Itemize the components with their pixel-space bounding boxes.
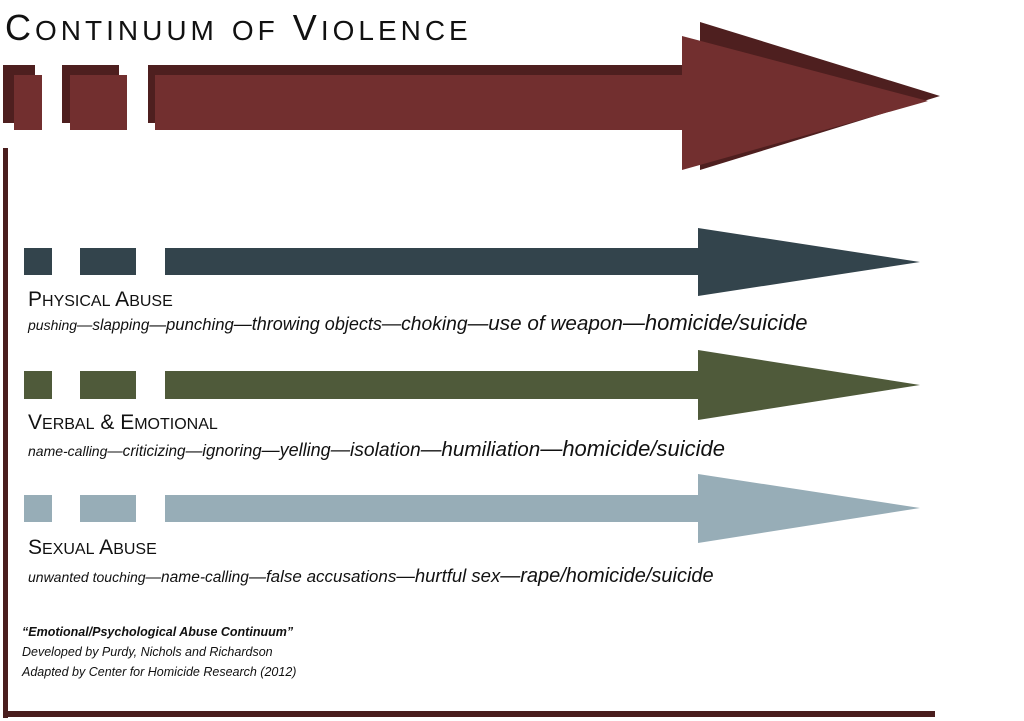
verbal-emotional-progression — [28, 438, 725, 461]
progression-step: use of weapon — [488, 312, 623, 335]
title-rest: HYSICAL — [42, 293, 111, 310]
progression-step: name-calling — [28, 443, 108, 459]
progression-step: throwing objects — [251, 314, 382, 334]
progression-step: name-calling — [161, 569, 249, 586]
title-rest: EXUAL — [42, 541, 95, 558]
title-cap-3: V — [292, 7, 321, 48]
step-separator: — — [149, 315, 167, 334]
sexual-abuse-title — [28, 537, 157, 558]
step-separator: — — [233, 314, 252, 334]
verbal-emotional-arrow — [24, 350, 920, 420]
step-separator: — — [261, 440, 280, 460]
source-title: “Emotional/Psychological Abuse Continuum” — [22, 625, 294, 639]
step-separator: — — [77, 317, 93, 334]
progression-step: slapping — [92, 317, 150, 334]
diagram-title — [5, 7, 472, 48]
title-cap: V — [28, 411, 43, 434]
progression-step: yelling — [279, 440, 331, 460]
physical-abuse-progression — [28, 312, 808, 335]
step-separator: — — [420, 438, 442, 461]
title-rest-1: ONTINUUM — [35, 15, 218, 46]
physical-abuse-arrow — [24, 228, 920, 296]
step-separator: — — [330, 440, 350, 461]
progression-step: criticizing — [122, 443, 186, 460]
frame-bottom-line — [3, 711, 935, 717]
title-rest: MOTIONAL — [134, 416, 218, 433]
progression-step: false accusations — [265, 567, 397, 586]
title-cap: A — [99, 536, 114, 559]
physical-abuse-title — [28, 289, 173, 310]
step-separator: — — [622, 310, 645, 335]
step-separator: — — [467, 312, 489, 335]
progression-step: isolation — [349, 440, 421, 461]
title-cap: E — [120, 411, 135, 434]
progression-step: humiliation — [441, 438, 541, 461]
step-separator: — — [396, 565, 415, 586]
progression-step: unwanted touching — [28, 569, 146, 585]
developed-by-credit: Developed by Purdy, Nichols and Richardson — [22, 645, 273, 659]
title-ampersand: & — [100, 411, 115, 434]
title-cap-1: C — [5, 7, 35, 48]
step-separator: — — [145, 569, 162, 586]
progression-step: rape/homicide/suicide — [520, 565, 714, 587]
title-rest: BUSE — [129, 293, 173, 310]
frame-left-line — [3, 148, 8, 718]
progression-step: ignoring — [202, 441, 262, 460]
title-rest-3: IOLENCE — [320, 15, 472, 46]
step-separator: — — [107, 443, 123, 460]
progression-step: pushing — [28, 317, 78, 333]
adapted-by-credit: Adapted by Center for Homicide Research (2012) — [22, 665, 297, 679]
title-word-2: OF — [231, 15, 279, 46]
step-separator: — — [248, 567, 266, 586]
progression-step: homicide/suicide — [562, 436, 725, 461]
progression-step: homicide/suicide — [644, 310, 808, 335]
title-rest: ERBAL — [42, 416, 95, 433]
sexual-abuse-arrow — [24, 474, 920, 543]
step-separator: — — [540, 436, 563, 461]
step-separator: — — [185, 441, 203, 460]
step-separator: — — [381, 314, 402, 335]
title-cap: S — [28, 536, 43, 559]
progression-step: choking — [401, 314, 468, 335]
progression-step: punching — [166, 315, 234, 334]
title-rest: BUSE — [113, 541, 157, 558]
verbal-emotional-title — [28, 412, 218, 433]
progression-step: hurtful sex — [414, 565, 501, 586]
step-separator: — — [500, 565, 521, 587]
title-cap: P — [28, 288, 43, 311]
sexual-abuse-progression — [28, 566, 714, 586]
title-cap: A — [115, 288, 130, 311]
